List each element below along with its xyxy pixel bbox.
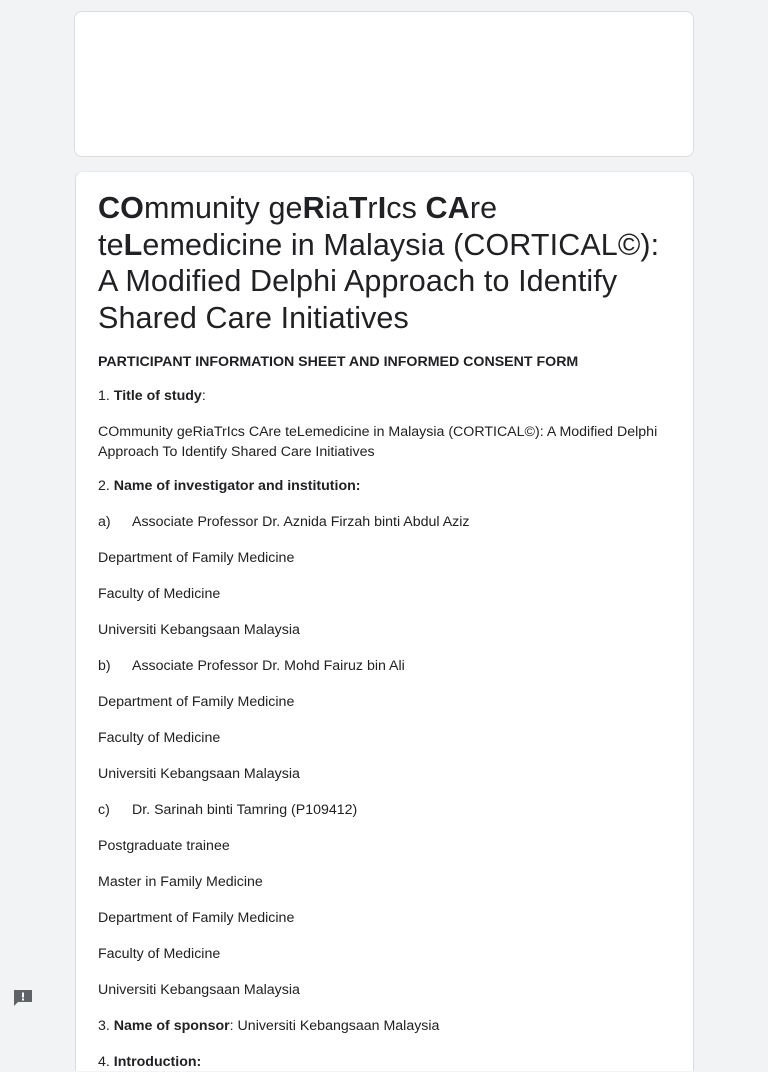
investigator-detail: Faculty of Medicine — [98, 946, 221, 962]
title-part: r — [367, 191, 378, 225]
investigator-c-name — [98, 800, 671, 820]
title-part: R — [302, 191, 325, 225]
investigator-a-name — [98, 512, 671, 532]
investigator-detail: Faculty of Medicine — [98, 586, 221, 602]
section-sponsor — [98, 1016, 671, 1036]
document-heading: PARTICIPANT INFORMATION SHEET AND INFORMED CONSENT FORM — [98, 354, 579, 370]
section-investigators — [98, 476, 671, 496]
investigator-detail: Postgraduate trainee — [98, 838, 230, 854]
form-description — [98, 352, 671, 1072]
form-title — [98, 190, 671, 336]
investigator-detail: Faculty of Medicine — [98, 730, 221, 746]
title-part: emedicine in Malaysia (CORTICAL©): A Modified Delphi Approach to Identify Shared Care Initiatives — [98, 227, 660, 335]
investigator-detail: Universiti Kebangsaan Malaysia — [98, 766, 300, 782]
section-number: 4. — [98, 1054, 114, 1070]
title-part: I — [377, 191, 387, 225]
title-part: ia — [324, 191, 349, 225]
investigator-b-name — [98, 656, 671, 676]
investigator-detail: Master in Family Medicine — [98, 874, 263, 890]
section-introduction — [98, 1052, 671, 1072]
title-part: CO — [98, 191, 144, 225]
investigator-name: Associate Professor Dr. Aznida Firzah binti Abdul Aziz — [132, 514, 470, 530]
sponsor-name: : Universiti Kebangsaan Malaysia — [229, 1018, 440, 1034]
study-title-text: COmmunity geRiaTrIcs CAre teLemedicine in Malaysia (CORTICAL©): A Modified Delphi Approach To Identify Shared Care Initiatives — [98, 424, 658, 460]
investigator-name: Associate Professor Dr. Mohd Fairuz bin Ali — [132, 658, 405, 674]
title-part: CA — [425, 191, 470, 225]
title-part: cs — [386, 191, 426, 225]
report-feedback-icon[interactable] — [12, 988, 34, 1008]
report-feedback-icon-graphic — [12, 988, 34, 1008]
form-header-card — [74, 11, 694, 157]
investigator-detail: Department of Family Medicine — [98, 550, 295, 566]
investigator-detail: Department of Family Medicine — [98, 910, 295, 926]
title-part: re te — [98, 191, 498, 262]
section-label: Name of investigator and institution: — [113, 478, 361, 494]
form-description-card — [75, 171, 694, 1071]
section-title-of-study — [98, 386, 671, 406]
section-number: 1. — [98, 388, 114, 404]
investigator-detail: Department of Family Medicine — [98, 694, 295, 710]
section-suffix: : — [201, 388, 206, 404]
title-part: L — [123, 227, 143, 262]
investigator-detail: Universiti Kebangsaan Malaysia — [98, 622, 300, 638]
investigator-name: Dr. Sarinah binti Tamring (P109412) — [132, 802, 358, 818]
section-number: 2. — [98, 478, 114, 494]
list-letter: b) — [98, 658, 111, 674]
investigator-detail: Universiti Kebangsaan Malaysia — [98, 982, 300, 998]
section-label: Name of sponsor — [113, 1018, 230, 1034]
list-letter: c) — [98, 802, 110, 818]
list-letter: a) — [98, 514, 111, 530]
section-label: Title of study — [113, 388, 202, 404]
title-part: mmunity ge — [143, 191, 303, 225]
section-number: 3. — [98, 1018, 114, 1034]
title-part: T — [348, 191, 368, 225]
section-label: Introduction: — [113, 1054, 202, 1070]
